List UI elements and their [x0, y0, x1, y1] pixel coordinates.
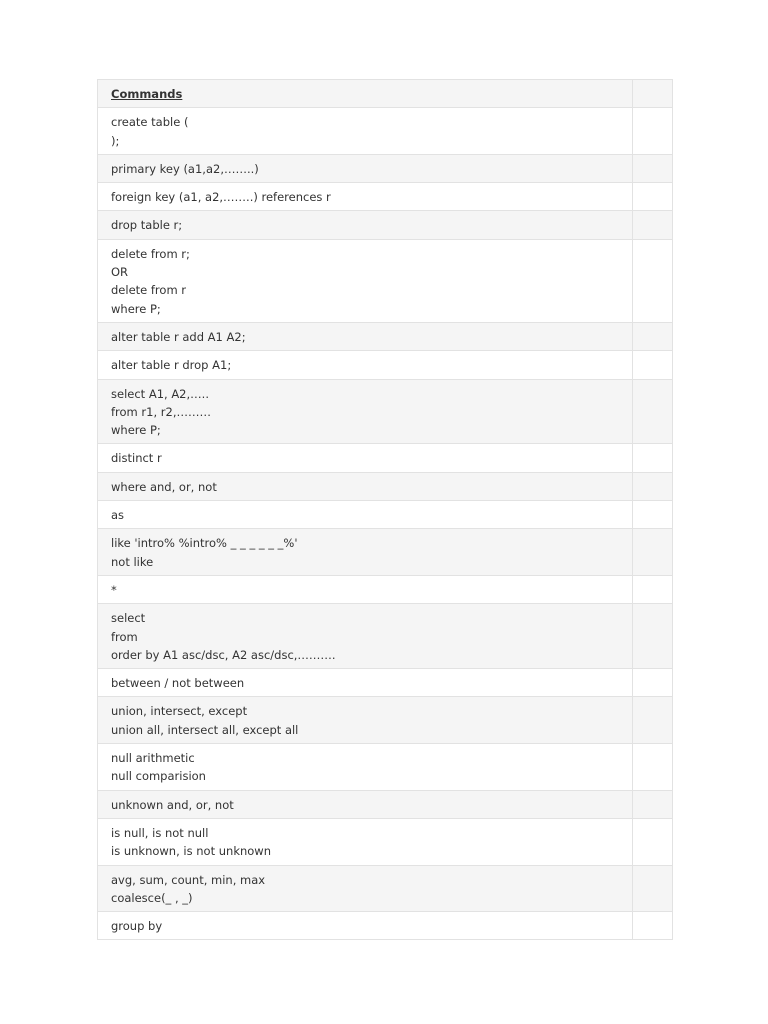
table-row — [98, 501, 673, 529]
command-cell — [98, 697, 633, 744]
table-row — [98, 108, 673, 155]
command-line: select — [111, 611, 146, 626]
command-cell — [98, 575, 633, 603]
command-cell — [98, 912, 633, 940]
table-row — [98, 529, 673, 576]
table-row — [98, 472, 673, 500]
table-row — [98, 912, 673, 940]
command-line: order by A1 asc/dsc, A2 asc/dsc,………. — [111, 647, 336, 662]
command-line: where P; — [111, 301, 161, 316]
empty-cell — [633, 108, 673, 155]
empty-cell — [633, 669, 673, 697]
command-line: alter table r drop A1; — [111, 358, 232, 373]
empty-cell — [633, 472, 673, 500]
empty-cell — [633, 211, 673, 239]
command-line: alter table r add A1 A2; — [111, 329, 246, 344]
empty-cell — [633, 239, 673, 322]
command-line: null arithmetic — [111, 751, 195, 766]
table-row — [98, 697, 673, 744]
command-line: from r1, r2,……… — [111, 404, 211, 419]
table-row — [98, 604, 673, 669]
command-line: union all, intersect all, except all — [111, 722, 299, 737]
empty-cell — [633, 351, 673, 379]
empty-cell — [633, 697, 673, 744]
command-cell — [98, 744, 633, 791]
command-line: distinct r — [111, 451, 162, 466]
command-cell — [98, 501, 633, 529]
command-line: group by — [111, 919, 163, 934]
command-line: delete from r; — [111, 246, 190, 261]
table-row — [98, 351, 673, 379]
commands-table-body — [98, 80, 673, 940]
table-row — [98, 790, 673, 818]
empty-cell — [633, 912, 673, 940]
command-line: * — [111, 582, 117, 597]
empty-cell — [633, 865, 673, 912]
empty-cell — [633, 604, 673, 669]
command-cell — [98, 444, 633, 472]
command-cell — [98, 154, 633, 182]
command-cell — [98, 351, 633, 379]
command-line: OR — [111, 265, 129, 280]
table-row — [98, 239, 673, 322]
command-cell — [98, 108, 633, 155]
table-row — [98, 444, 673, 472]
command-line: between / not between — [111, 676, 245, 691]
command-line: primary key (a1,a2,……..) — [111, 161, 259, 176]
table-row — [98, 379, 673, 444]
command-line: is null, is not null — [111, 825, 209, 840]
table-row — [98, 744, 673, 791]
command-line: create table ( — [111, 115, 189, 130]
table-row — [98, 865, 673, 912]
command-cell — [98, 818, 633, 865]
command-line: as — [111, 508, 125, 523]
command-line: avg, sum, count, min, max — [111, 872, 266, 887]
header-label: Commands — [111, 87, 183, 101]
command-line: from — [111, 629, 138, 644]
command-line: union, intersect, except — [111, 704, 248, 719]
command-line: select A1, A2,….. — [111, 386, 209, 401]
command-cell — [98, 211, 633, 239]
table-row — [98, 211, 673, 239]
empty-cell — [633, 183, 673, 211]
table-row — [98, 154, 673, 182]
table-row — [98, 669, 673, 697]
command-line: where P; — [111, 423, 161, 438]
command-line: foreign key (a1, a2,……..) references r — [111, 190, 331, 205]
command-cell — [98, 472, 633, 500]
command-line: ); — [111, 133, 120, 148]
document-page — [97, 79, 672, 940]
commands-table — [97, 79, 673, 940]
command-line: null comparision — [111, 769, 206, 784]
table-row — [98, 818, 673, 865]
empty-cell — [633, 501, 673, 529]
command-line: is unknown, is not unknown — [111, 844, 271, 859]
empty-cell — [633, 80, 673, 108]
empty-cell — [633, 790, 673, 818]
empty-cell — [633, 818, 673, 865]
command-line: drop table r; — [111, 218, 183, 233]
empty-cell — [633, 529, 673, 576]
command-cell — [98, 865, 633, 912]
table-row — [98, 575, 673, 603]
empty-cell — [633, 154, 673, 182]
table-header-row — [98, 80, 673, 108]
command-cell — [98, 183, 633, 211]
empty-cell — [633, 575, 673, 603]
command-line: where and, or, not — [111, 479, 217, 494]
command-cell — [98, 239, 633, 322]
empty-cell — [633, 379, 673, 444]
command-line: not like — [111, 554, 154, 569]
command-line: delete from r — [111, 283, 187, 298]
command-line: unknown and, or, not — [111, 797, 234, 812]
table-row — [98, 183, 673, 211]
command-cell — [98, 790, 633, 818]
empty-cell — [633, 744, 673, 791]
header-cell — [98, 80, 633, 108]
command-cell — [98, 669, 633, 697]
command-line: coalesce(_ , _) — [111, 890, 193, 905]
table-row — [98, 322, 673, 350]
command-cell — [98, 322, 633, 350]
command-line: like 'intro% %intro% _ _ _ _ _ _%' — [111, 536, 298, 551]
empty-cell — [633, 444, 673, 472]
command-cell — [98, 604, 633, 669]
empty-cell — [633, 322, 673, 350]
command-cell — [98, 529, 633, 576]
command-cell — [98, 379, 633, 444]
